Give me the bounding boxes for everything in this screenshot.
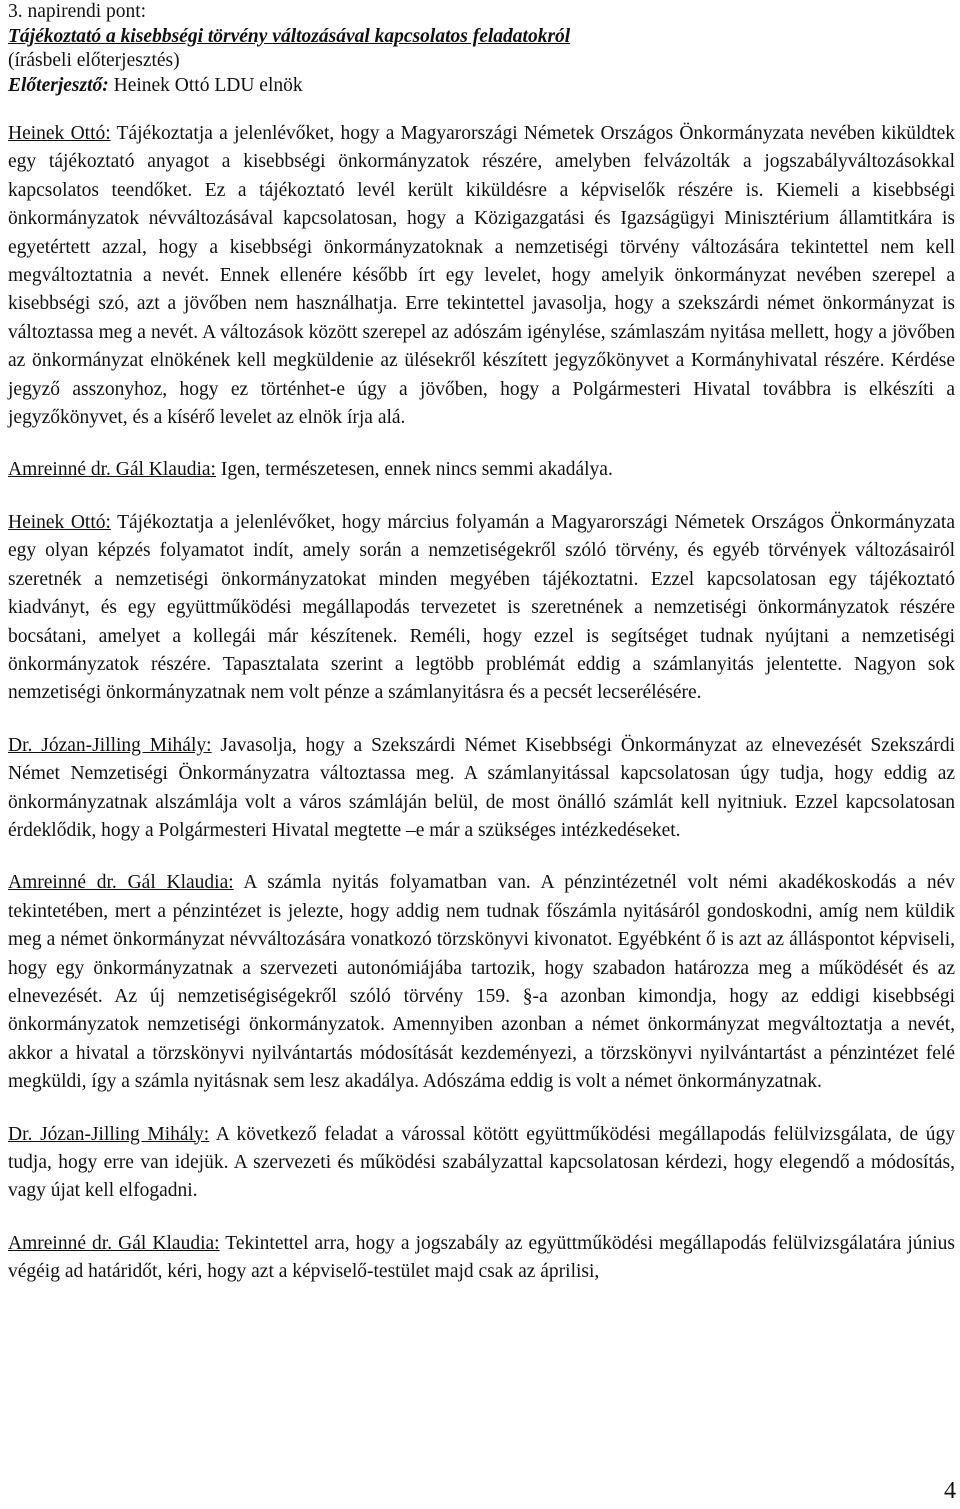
- agenda-title: Tájékoztató a kisebbségi törvény változásával kapcsolatos feladatokról: [8, 25, 571, 47]
- paragraph-text: Javasolja, hogy a Szekszárdi Német Kisebbségi Önkormányzat az elnevezését Szekszárdi Német Nemzetiségi Önkormányzatra változtassa meg. A számlanyitással kapcsolatosan úgy tudja, hogy eddig az önkormányzatnak alszámlája volt a város számláján belül, de most önálló számlát kell nyitniuk. Ezzel kapcsolatosan érdeklődik, hogy a Polgármesteri Hivatal megtette –e már a szükséges intézkedéseket.: [8, 734, 955, 841]
- paragraph-7: [8, 1230, 955, 1287]
- document-page: [8, 0, 955, 1287]
- paragraph-text: A következő feladat a várossal kötött együttműködési megállapodás felülvizsgálata, de úgy tudja, hogy erre van idejük. A szervezeti és működési szabályzattal kapcsolatosan kérdezi, hogy elegendő a módosítás, vagy újat kell elfogadni.: [8, 1123, 955, 1202]
- paragraph-1: [8, 120, 955, 432]
- paragraph-text: Tekintettel arra, hogy a jogszabály az együttműködési megállapodás felülvizsgálatára június végéig ad határidőt, kéri, hogy azt a képviselő-testület majd csak az áprilisi,: [8, 1232, 955, 1283]
- paragraph-text: Tájékoztatja a jelenlévőket, hogy a Magyarországi Németek Országos Önkormányzata nevében kiküldtek egy tájékoztató anyagot a kisebbségi önkormányzatok részére, amelyben felvázolták a jogszabályváltozásokkal kapcsolatos teendőket. Ez a tájékoztató levél került kiküldésre a képviselők részére is. Kiemeli a kisebbségi önkormányzatok névváltozásával kapcsolatosan, hogy a Közigazgatási és Igazságügyi Minisztérium államtitkára is egyetértett azzal, hogy a kisebbségi önkormányzatoknak a nemzetiségi törvény változására tekintettel nem kell megváltoztatnia a nevét. Ennek ellenére később írt egy levelet, hogy amelyik önkormányzat nevében szerepel a kisebbségi szó, azt a jövőben nem használhatja. Erre tekintettel javasolja, hogy a szekszárdi német önkormányzat is változtassa meg a nevét. A változások között szerepel az adószám igénylése, számlaszám nyitása mellett, hogy a jövőben az önkormányzat elnökének kell megküldenie az ülésekről készített jegyzőkönyvet a Kormányhivatal részére. Kérdése jegyző asszonyhoz, hogy ez történhet-e úgy a jövőben, hogy a Polgármesteri Hivatal továbbra is elkészíti a jegyzőkönyvet, és a kísérő levelet az elnök írja alá.: [8, 123, 955, 429]
- agenda-note: (írásbeli előterjesztés): [8, 50, 180, 71]
- speaker-name: Amreinné dr. Gál Klaudia:: [8, 872, 234, 894]
- speaker-name: Dr. Józan-Jilling Mihály:: [8, 734, 212, 756]
- paragraph-5: [8, 869, 955, 1096]
- paragraph-text: Tájékoztatja a jelenlévőket, hogy március folyamán a Magyarországi Németek Országos Önkormányzata egy olyan képzés folyamatot indít, amely során a nemzetiségekről szóló törvény, és egyéb törvények változásairól szeretnék a nemzetiségi önkormányzatokat minden megyében tájékoztatni. Ezzel kapcsolatosan egy tájékoztató kiadványt, és egy együttműködési megállapodás tervezetet is szeretnének a nemzetiségi önkormányzatok részére bocsátani, amelyet a kollegái már készítenek. Reméli, hogy ezzel is segítséget tudnak nyújtani a nemzetiségi önkormányzatok részére. Tapasztalata szerint a legtöbb problémát eddig a számlanyitás jelentette. Nagyon sok nemzetiségi önkormányzatnak nem volt pénze a számlanyitásra és a pecsét lecserélésére.: [8, 511, 955, 704]
- presenter-label: Előterjesztő:: [8, 74, 109, 96]
- paragraph-6: [8, 1121, 955, 1206]
- paragraph-3: [8, 509, 955, 708]
- agenda-presenter: [8, 74, 955, 99]
- paragraph-text: A számla nyitás folyamatban van. A pénzintézetnél volt némi akadékoskodás a név tekintetében, mert a pénzintézet is jelezte, hogy addig nem tudnak főszámla nyitásáról gondoskodni, amíg nem küldik meg a német önkormányzat névváltozására vonatkozó törzskönyvi kivonatot. Egyébként ő is azt az álláspontot képviseli, hogy egy önkormányzatnak a szervezeti autonómiájába tartozik, hogy szabadon határozza meg a működését és az elnevezését. Az új nemzetiségiségekről szóló törvény 159. §-a azonban kimondja, hogy az eddigi kisebbségi önkormányzatok nemzetiségi önkormányzatok. Amennyiben azonban a német önkormányzat megváltoztatja a nevét, akkor a hivatal a törzskönyvi nyilvántartás módosítását kezdeményezi, a törzskönyvi nyilvántartást a pénzintézet felé megküldi, így a számla nyitásnak sem lesz akadálya. Adószáma eddig is volt a német önkormányzatnak.: [8, 872, 955, 1093]
- speaker-name: Heinek Ottó:: [8, 123, 111, 144]
- paragraph-text: Igen, természetesen, ennek nincs semmi akadálya.: [215, 459, 613, 481]
- speaker-name: Amreinné dr. Gál Klaudia:: [8, 459, 216, 481]
- paragraph-4: [8, 732, 955, 846]
- agenda-item-label: 3. napirendi pont:: [8, 1, 147, 22]
- speaker-name: Heinek Ottó:: [8, 511, 111, 533]
- speaker-name: Dr. Józan-Jilling Mihály:: [8, 1123, 210, 1145]
- paragraph-2: [8, 456, 955, 484]
- speaker-name: Amreinné dr. Gál Klaudia:: [8, 1232, 220, 1254]
- presenter-name: Heinek Ottó LDU elnök: [108, 74, 303, 96]
- page-number: 4: [944, 1478, 956, 1504]
